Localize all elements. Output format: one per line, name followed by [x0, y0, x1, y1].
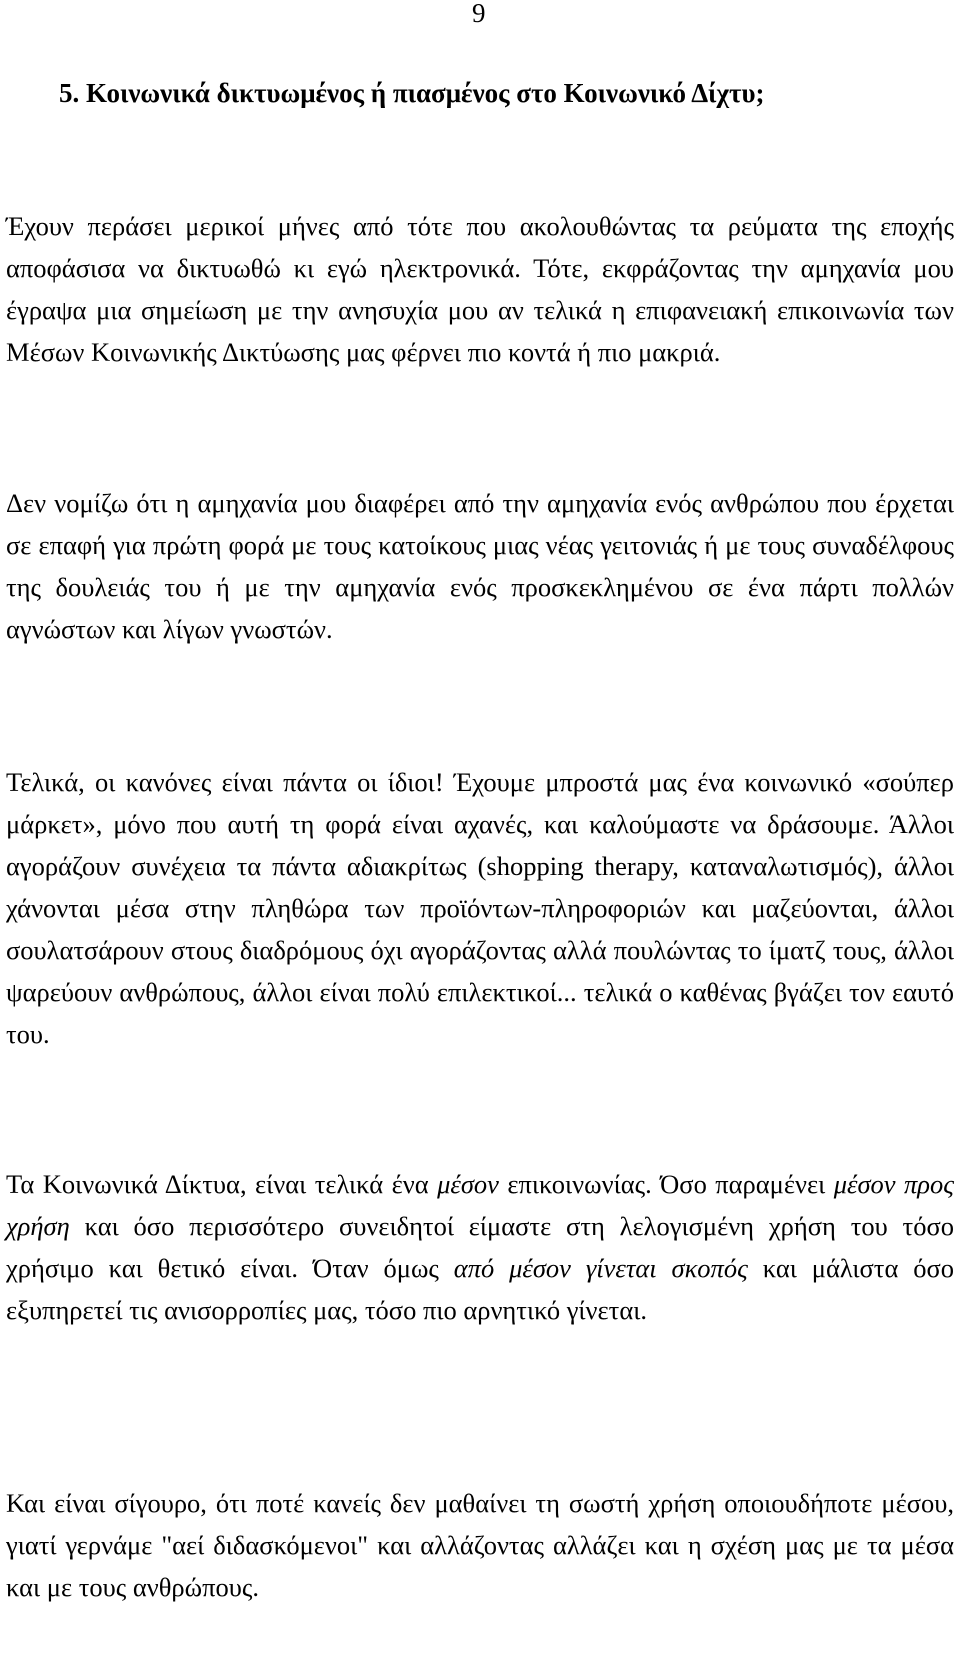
section-heading: 5. Κοινωνικά δικτυωμένος ή πιασμένος στο Κοινωνικό Δίχτυ; — [59, 78, 765, 108]
paragraph-1: Έχουν περάσει μερικοί μήνες από τότε που ακολουθώντας τα ρεύματα της εποχής αποφάσισα να δικτυωθώ κι εγώ ηλεκτρονικά. Τότε, εκφράζοντας την αμηχανία μου έγραψα μια σημείωση με την ανησυχία μου αν τελικά η επιφανειακή επικοινωνία των Μέσων Κοινωνικής Δικτύωσης μας φέρνει πιο κοντά ή πιο μακριά. — [6, 211, 954, 367]
paragraph-4-text-3: και όσο περισσότερο συνειδητοί είμαστε στη λελογισμένη χρήση του τόσο χρήσιμο και θετικό είναι. Όταν όμως — [6, 1211, 954, 1283]
paragraph-5: Και είναι σίγουρο, ότι ποτέ κανείς δεν μαθαίνει τη σωστή χρήση οποιουδήποτε μέσου, γιατί γερνάμε "αεί διδασκόμενοι" και αλλάζοντας αλλάζει και η σχέση μας με τα μέσα και με τους ανθρώπους. — [6, 1488, 954, 1602]
paragraph-4-italic-3: από μέσον γίνεται σκοπός — [453, 1253, 748, 1283]
paragraph-4 — [6, 1163, 954, 1331]
page-number: 9 — [472, 0, 486, 28]
paragraph-4-text-4: και μάλιστα όσο εξυπηρετεί τις ανισορροπίες μας, τόσο πιο αρνητικό γίνεται. — [6, 1253, 955, 1325]
paragraph-4-text-1: Τα Κοινωνικά Δίκτυα, είναι τελικά ένα — [6, 1169, 438, 1199]
paragraph-2: Δεν νομίζω ότι η αμηχανία μου διαφέρει από την αμηχανία ενός ανθρώπου που έρχεται σε επαφή για πρώτη φορά με τους κατοίκους μιας νέας γειτονιάς ή με τους συναδέλφους της δουλειάς του ή με την αμηχανία ενός προσκεκλημένου σε ένα πάρτι πολλών αγνώστων και λίγων γνωστών. — [6, 488, 954, 644]
paragraph-4-italic-2: μέσον προς χρήση — [6, 1169, 954, 1241]
paragraph-3: Τελικά, οι κανόνες είναι πάντα οι ίδιοι! Έχουμε μπροστά μας ένα κοινωνικό «σούπερ μάρκετ», μόνο που αυτή τη φορά είναι αχανές, και καλούμαστε να δράσουμε. Άλλοι αγοράζουν συνέχεια τα πάντα αδιακρίτως (shopping therapy, καταναλωτισμός), άλλοι χάνονται μέσα στην πληθώρα των προϊόντων-πληροφοριών και μαζεύονται, άλλοι σουλατσάρουν στους διαδρόμους όχι αγοράζοντας αλλά πουλώντας το ίματζ τους, άλλοι ψαρεύουν ανθρώπους, άλλοι είναι πολύ επιλεκτικοί... τελικά ο καθένας βγάζει τον εαυτό του. — [6, 767, 954, 1049]
paragraph-4-italic-1: μέσον — [437, 1169, 499, 1199]
paragraph-4-text-2: επικοινωνίας. Όσο παραμένει — [498, 1169, 834, 1199]
